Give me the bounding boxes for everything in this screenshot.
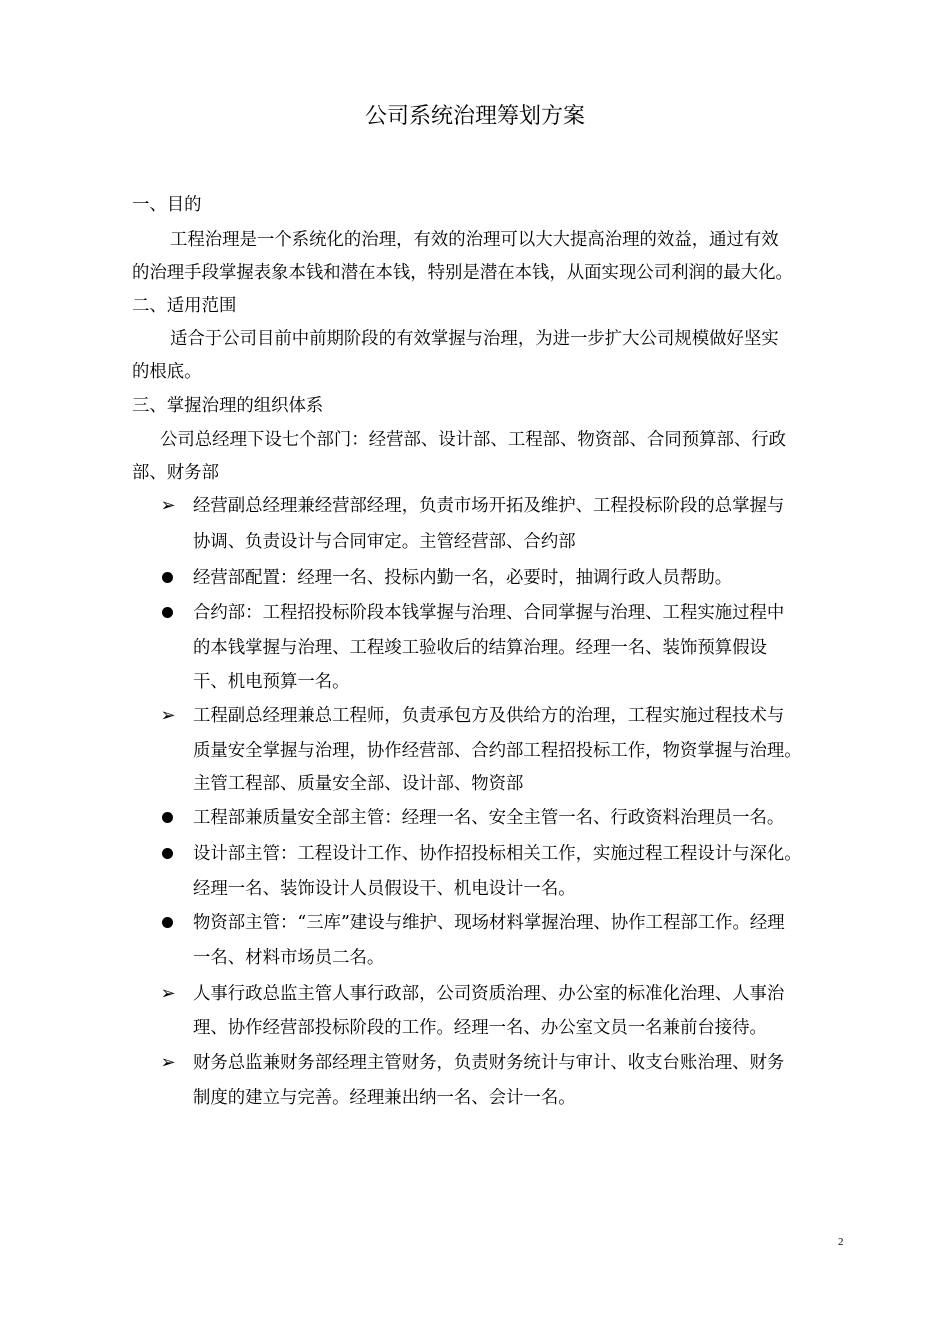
arrow-bullet-icon: ➢: [160, 983, 176, 1004]
page-number: 2: [838, 1236, 844, 1248]
list-item-line: 工程副总经理兼总工程师，负责承包方及供给方的治理，工程实施过程技术与: [193, 706, 785, 726]
list-item-line: 一名、材料市场员二名。: [193, 948, 385, 968]
list-item-line: 制度的建立与完善。经理兼出纳一名、会计一名。: [193, 1088, 576, 1108]
round-bullet-icon: [162, 572, 173, 583]
section-heading: 二、适用范围: [132, 296, 237, 316]
list-item-line: 干、机电预算一名。: [193, 672, 350, 692]
list-item-line: 经营部配置：经理一名、投标内勤一名，必要时，抽调行政人员帮助。: [193, 568, 733, 588]
paragraph-line: 的治理手段掌握表象本钱和潜在本钱，特别是潜在本钱，从面实现公司利润的最大化。: [132, 263, 793, 283]
list-item-line: 主管工程部、质量安全部、设计部、物资部: [193, 774, 524, 794]
round-bullet-icon: [162, 812, 173, 823]
list-item-line: 物资部主管：“三库”建设与维护、现场材料掌握治理、协作工程部工作。经理: [193, 913, 785, 933]
document-title: 公司系统治理筹划方案: [364, 104, 585, 129]
arrow-bullet-icon: ➢: [160, 1052, 176, 1073]
list-item-line: 经理一名、装饰设计人员假设干、机电设计一名。: [193, 879, 576, 899]
section-heading: 三、掌握治理的组织体系: [132, 396, 324, 416]
list-item-line: 财务总监兼财务部经理主管财务，负责财务统计与审计、收支台账治理、财务: [193, 1053, 785, 1073]
paragraph-line: 工程治理是一个系统化的治理，有效的治理可以大大提高治理的效益，通过有效: [170, 230, 779, 250]
round-bullet-icon: [162, 917, 173, 928]
list-item-line: 的本钱掌握与治理、工程竣工验收后的结算治理。经理一名、装饰预算假设: [193, 638, 767, 658]
round-bullet-icon: [162, 607, 173, 618]
arrow-bullet-icon: ➢: [160, 705, 176, 726]
paragraph-line: 的根底。: [132, 362, 202, 382]
list-item-line: 人事行政总监主管人事行政部，公司资质治理、办公室的标准化治理、人事治: [193, 984, 785, 1004]
list-item-line: 合约部：工程招投标阶段本钱掌握与治理、合同掌握与治理、工程实施过程中: [193, 603, 785, 623]
list-item-line: 协调、负责设计与合同审定。主管经营部、合约部: [193, 532, 576, 552]
list-item-line: 设计部主管：工程设计工作、协作招投标相关工作，实施过程工程设计与深化。: [193, 844, 802, 864]
list-item-line: 质量安全掌握与治理，协作经营部、合约部工程招投标工作，物资掌握与治理。: [193, 741, 802, 761]
paragraph-line: 部、财务部: [132, 463, 219, 483]
paragraph-line: 适合于公司目前中前期阶段的有效掌握与治理，为进一步扩大公司规模做好坚实: [170, 329, 779, 349]
list-item-line: 理、协作经营部投标阶段的工作。经理一名、办公室文员一名兼前台接待。: [193, 1018, 767, 1038]
list-item-line: 工程部兼质量安全部主管：经理一名、安全主管一名、行政资料治理员一名。: [193, 808, 785, 828]
list-item-line: 经营副总经理兼经营部经理，负责市场开拓及维护、工程投标阶段的总掌握与: [193, 496, 785, 516]
arrow-bullet-icon: ➢: [160, 495, 176, 516]
paragraph-line: 公司总经理下设七个部门：经营部、设计部、工程部、物资部、合同预算部、行政: [160, 430, 787, 450]
section-heading: 一、目的: [132, 195, 202, 215]
round-bullet-icon: [162, 848, 173, 859]
